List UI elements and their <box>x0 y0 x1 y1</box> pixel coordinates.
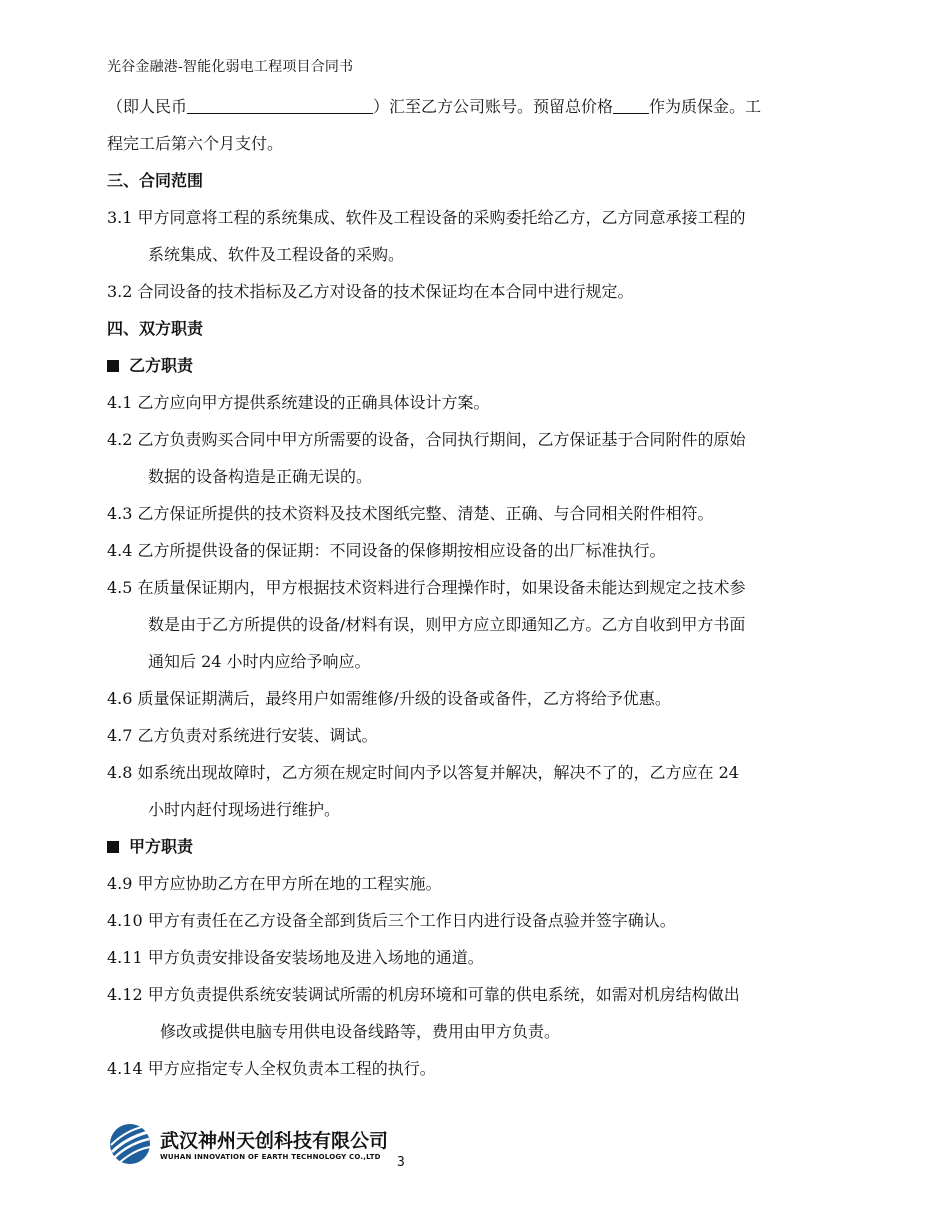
rmb-amount-blank <box>187 97 373 114</box>
subsection-yi <box>107 347 847 384</box>
section-4-title: 四、双方职责 <box>107 319 204 338</box>
company-logo-icon <box>108 1122 152 1166</box>
clause-4-2-cont: 数据的设备构造是正确无误的。 <box>148 467 373 486</box>
company-name-en: WUHAN INNOVATION OF EARTH TECHNOLOGY CO.,LTD <box>160 1153 381 1161</box>
section-3-title: 三、合同范围 <box>107 171 204 190</box>
square-bullet-icon <box>107 360 119 372</box>
payment-text-b: ）汇至乙方公司账号。预留总价格 <box>373 97 614 116</box>
page-number: 3 <box>397 1155 405 1170</box>
clause-4-3: 4.3 乙方保证所提供的技术资料及技术图纸完整、清楚、正确、与合同相关附件相符。 <box>107 504 714 523</box>
clause-4-1: 4.1 乙方应向甲方提供系统建设的正确具体设计方案。 <box>107 393 490 412</box>
clause-4-14: 4.14 甲方应指定专人全权负责本工程的执行。 <box>107 1059 436 1078</box>
payment-text-a: （即人民币 <box>107 97 188 116</box>
clause-3-1: 3.1 甲方同意将工程的系统集成、软件及工程设备的采购委托给乙方，乙方同意承接工程的 <box>107 208 746 227</box>
document-header: 光谷金融港-智能化弱电工程项目合同书 <box>107 59 354 75</box>
clause-3-1-cont: 系统集成、软件及工程设备的采购。 <box>148 245 405 264</box>
clause-4-12: 4.12 甲方负责提供系统安装调试所需的机房环境和可靠的供电系统，如需对机房结构做出 <box>107 985 740 1004</box>
payment-text-c: 作为质保金。工 <box>649 97 762 116</box>
clause-4-5-cont2: 通知后 24 小时内应给予响应。 <box>148 652 371 671</box>
clause-3-2: 3.2 合同设备的技术指标及乙方对设备的技术保证均在本合同中进行规定。 <box>107 282 634 301</box>
clause-4-5-cont: 数是由于乙方所提供的设备/材料有误，则甲方应立即通知乙方。乙方自收到甲方书面 <box>148 615 746 634</box>
clause-4-10: 4.10 甲方有责任在乙方设备全部到货后三个工作日内进行设备点验并签字确认。 <box>107 911 676 930</box>
clause-4-4: 4.4 乙方所提供设备的保证期：不同设备的保修期按相应设备的出厂标准执行。 <box>107 541 666 560</box>
clause-4-12-cont: 修改或提供电脑专用供电设备线路等，费用由甲方负责。 <box>160 1022 561 1041</box>
subsection-jia-label: 甲方职责 <box>129 837 194 856</box>
clause-4-11: 4.11 甲方负责安排设备安装场地及进入场地的通道。 <box>107 948 484 967</box>
retention-blank <box>613 97 649 114</box>
clause-4-5: 4.5 在质量保证期内，甲方根据技术资料进行合理操作时，如果设备未能达到规定之技术参 <box>107 578 746 597</box>
document-body <box>107 88 847 1087</box>
payment-line-2: 程完工后第六个月支付。 <box>107 134 284 153</box>
square-bullet-icon <box>107 841 119 853</box>
payment-line <box>107 88 847 125</box>
clause-4-2: 4.2 乙方负责购买合同中甲方所需要的设备，合同执行期间，乙方保证基于合同附件的原始 <box>107 430 746 449</box>
footer-company <box>108 1120 428 1170</box>
clause-4-7: 4.7 乙方负责对系统进行安装、调试。 <box>107 726 378 745</box>
subsection-yi-label: 乙方职责 <box>129 356 194 375</box>
company-name-cn: 武汉神州天创科技有限公司 <box>160 1130 389 1152</box>
clause-4-8: 4.8 如系统出现故障时，乙方须在规定时间内予以答复并解决，解决不了的，乙方应在 24 <box>107 763 739 782</box>
clause-4-8-cont: 小时内赶付现场进行维护。 <box>148 800 341 819</box>
clause-4-6: 4.6 质量保证期满后，最终用户如需维修/升级的设备或备件，乙方将给予优惠。 <box>107 689 671 708</box>
clause-4-9: 4.9 甲方应协助乙方在甲方所在地的工程实施。 <box>107 874 442 893</box>
subsection-jia <box>107 828 847 865</box>
